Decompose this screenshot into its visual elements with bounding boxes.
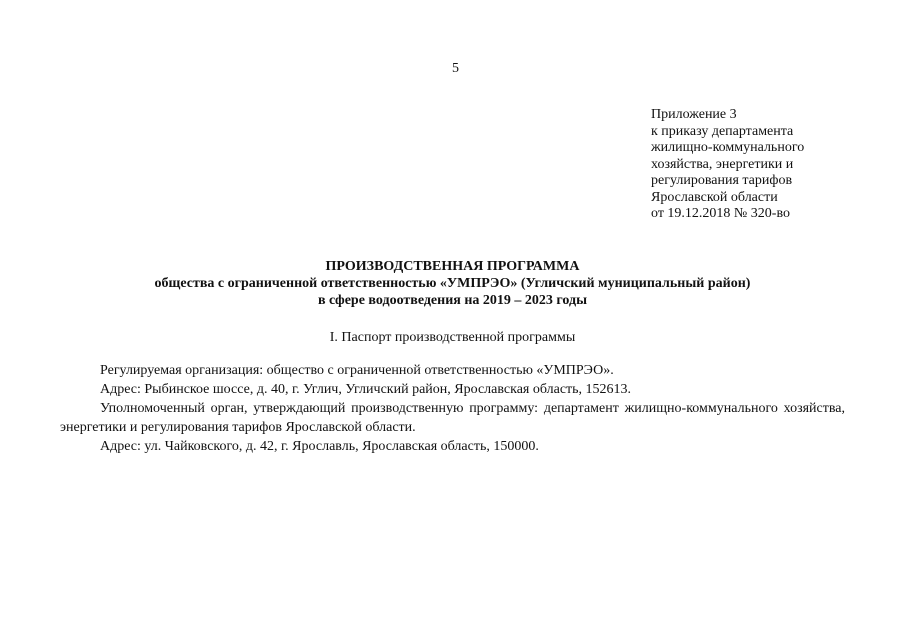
paragraph-authority: Уполномоченный орган, утверждающий производственную программу: департамент жилищно-коммунального хозяйства, энергетики и регулирования тарифов Ярославской области. [60,401,845,435]
appendix-line: Ярославской области [651,189,778,205]
document-title [60,258,845,309]
appendix-line: жилищно-коммунального [651,140,805,155]
title-line-3: в сфере водоотведения на 2019 – 2023 годы [317,293,588,308]
appendix-line: Приложение 3 [651,107,737,122]
passport-body [60,361,845,456]
paragraph-authority-address: Адрес: ул. Чайковского, д. 42, г. Ярославль, Ярославская область, 150000. [100,439,539,454]
appendix-line: к приказу департамента [651,123,794,139]
title-line-2: общества с ограниченной ответственностью «УМПРЭО» (Угличский муниципальный район) [154,276,751,291]
paragraph-organization: Регулируемая организация: общество с ограниченной ответственностью «УМПРЭО». [100,363,614,378]
section-heading: I. Паспорт производственной программы [329,330,576,345]
appendix-reference [651,107,891,223]
appendix-line: хозяйства, энергетики и [651,156,794,172]
paragraph-address: Адрес: Рыбинское шоссе, д. 40, г. Углич, Угличский район, Ярославская область, 152613. [100,382,632,397]
page-number: 5 [452,61,459,76]
appendix-line: регулирования тарифов [651,173,793,188]
appendix-line: от 19.12.2018 № 320-во [651,206,790,221]
title-line-1: ПРОИЗВОДСТВЕННАЯ ПРОГРАММА [325,259,580,274]
